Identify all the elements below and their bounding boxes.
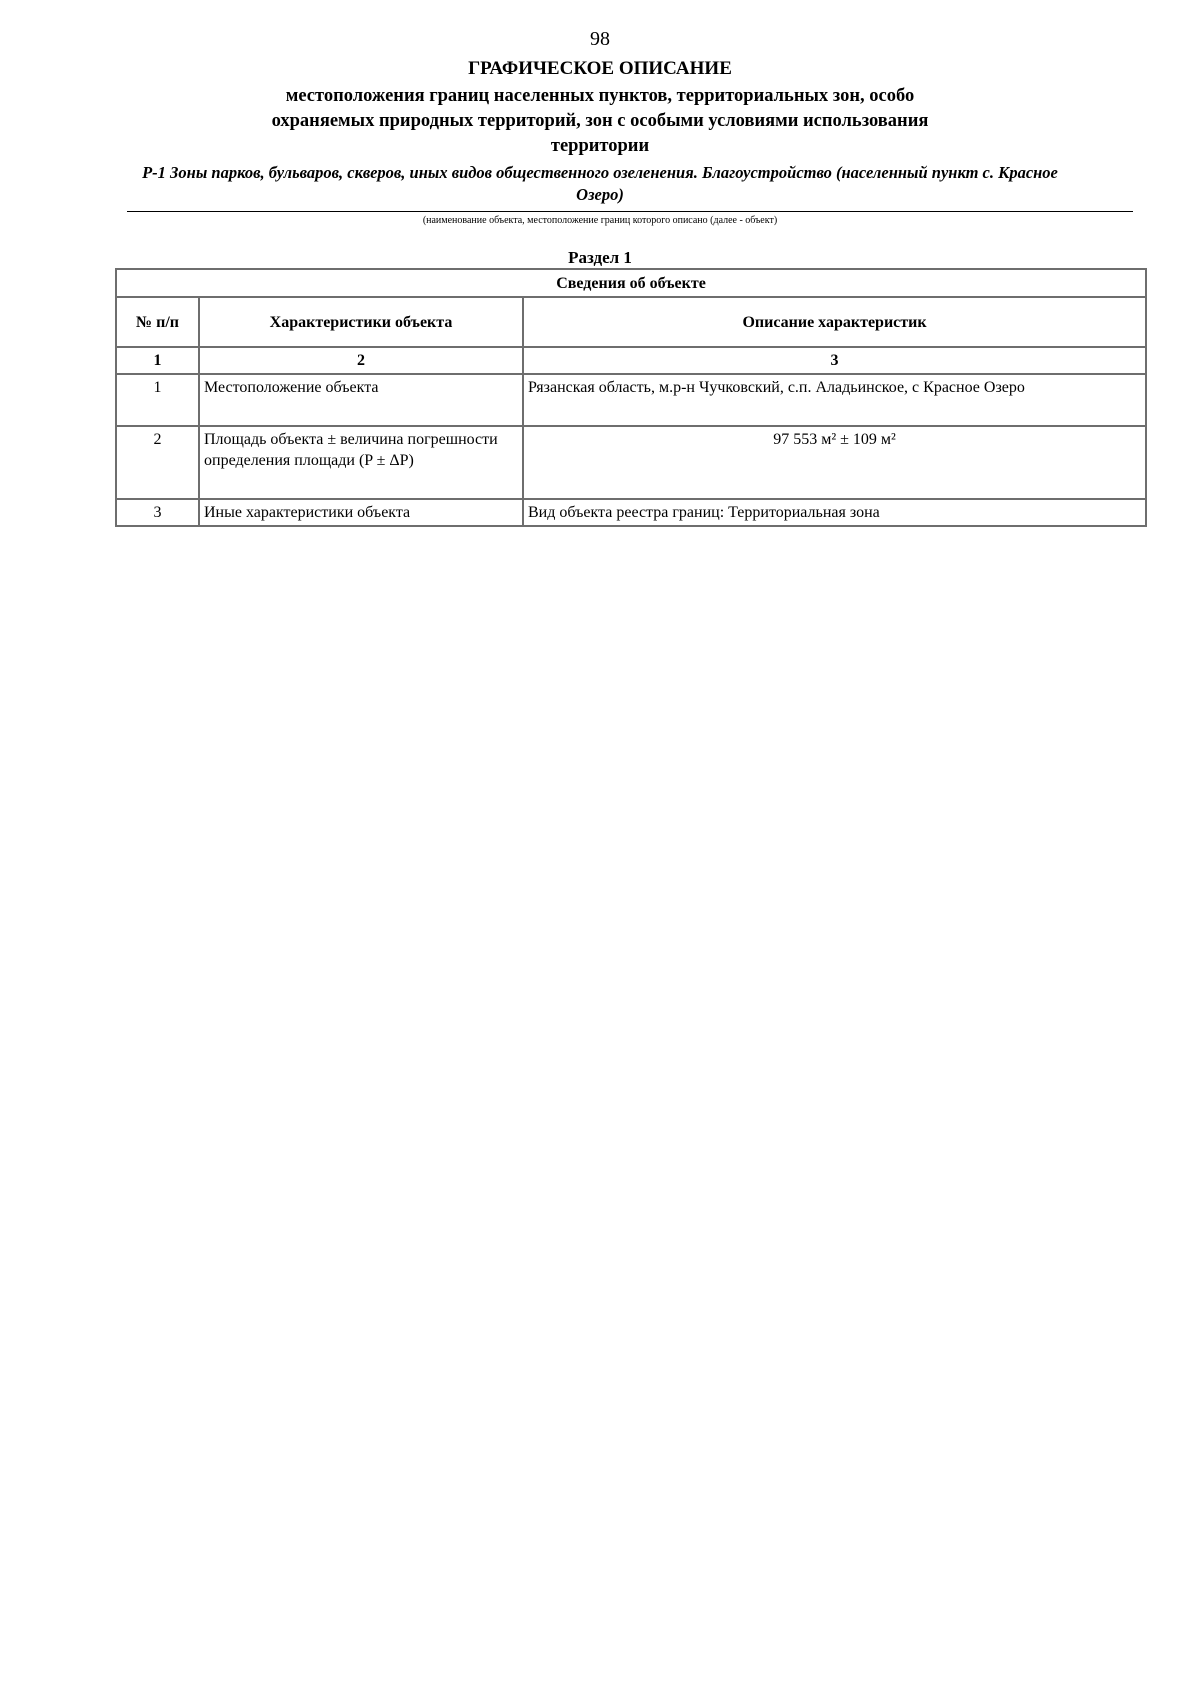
row-number: 2 bbox=[116, 426, 199, 499]
document-subtitle: местоположения границ населенных пунктов, территориальных зон, особо охраняемых природных территорий, зон с особыми условиями использования территории bbox=[271, 86, 929, 156]
row-description: Вид объекта реестра границ: Территориальная зона bbox=[523, 499, 1146, 526]
table-row bbox=[116, 426, 1146, 499]
row-number: 1 bbox=[116, 374, 199, 426]
table-row bbox=[116, 499, 1146, 526]
table-row bbox=[116, 374, 1146, 426]
column-index-3: 3 bbox=[523, 347, 1146, 374]
page-number: 98 bbox=[590, 28, 610, 50]
header-number: № п/п bbox=[116, 297, 199, 347]
table-header-row bbox=[116, 297, 1146, 347]
section-title: Раздел 1 bbox=[568, 248, 632, 267]
header-characteristic: Характеристики объекта bbox=[199, 297, 523, 347]
row-characteristic: Местоположение объекта bbox=[199, 374, 523, 426]
table-column-index-row bbox=[116, 347, 1146, 374]
row-number: 3 bbox=[116, 499, 199, 526]
object-name-caption: (наименование объекта, местоположение границ которого описано (далее - объект) bbox=[422, 215, 778, 226]
table-caption-row bbox=[116, 269, 1146, 297]
column-index-1: 1 bbox=[116, 347, 199, 374]
object-name: Р-1 Зоны парков, бульваров, скверов, иных видов общественного озеленения. Благоустройство (населенный пункт с. Красное Озеро) bbox=[142, 163, 1058, 204]
row-description: 97 553 м² ± 109 м² bbox=[523, 426, 1146, 499]
row-characteristic: Иные характеристики объекта bbox=[199, 499, 523, 526]
document-title: ГРАФИЧЕСКОЕ ОПИСАНИЕ bbox=[468, 58, 732, 79]
column-index-2: 2 bbox=[199, 347, 523, 374]
table-caption: Сведения об объекте bbox=[116, 269, 1146, 297]
object-info-table bbox=[115, 268, 1147, 527]
row-description: Рязанская область, м.р-н Чучковский, с.п. Аладьинское, с Красное Озеро bbox=[523, 374, 1146, 426]
object-name-underline bbox=[127, 211, 1133, 212]
header-description: Описание характеристик bbox=[523, 297, 1146, 347]
row-characteristic: Площадь объекта ± величина погрешности определения площади (P ± ΔP) bbox=[199, 426, 523, 499]
